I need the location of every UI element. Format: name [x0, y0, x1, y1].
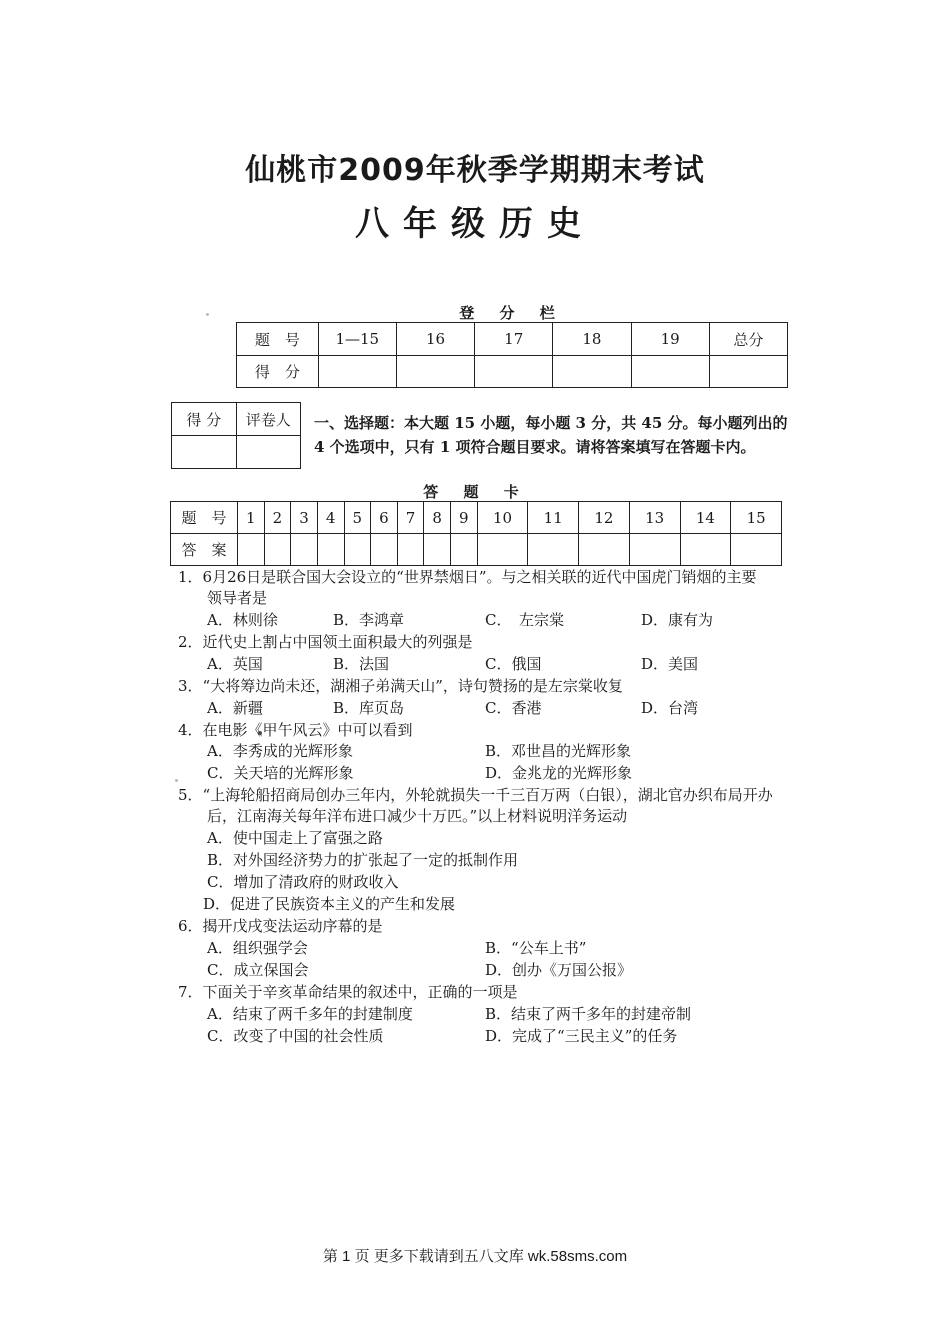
score-header-cell: 18: [553, 323, 631, 356]
q7-stem: 7．下面关于辛亥革命结果的叙述中，正确的一项是: [178, 983, 518, 1001]
answer-card: [170, 501, 782, 566]
q2-option-b[interactable]: B．法国: [333, 655, 390, 673]
q5-stem-line2: 后，江南海关每年洋布进口减少十万匹。”以上材料说明洋务运动: [207, 807, 628, 825]
answer-card-number: 2: [264, 502, 291, 534]
q3-stem: 3．“大将筹边尚未还，湖湘子弟满天山”，诗句赞扬的是左宗棠收复: [178, 677, 623, 695]
q5-option-d[interactable]: D．促进了民族资本主义的产生和发展: [203, 895, 456, 913]
answer-blank[interactable]: [264, 534, 291, 566]
answer-card-number: 7: [397, 502, 424, 534]
score-row-label: 得 分: [237, 356, 319, 388]
page-footer: 第 1 页 更多下载请到五八文库 wk.58sms.com: [322, 1248, 628, 1265]
q1-option-a[interactable]: A．林则徐: [207, 611, 278, 629]
q3-option-b[interactable]: B．库页岛: [333, 699, 405, 717]
q4-option-a[interactable]: A．李秀成的光辉形象: [207, 742, 353, 760]
answer-card-answer-label: 答 案: [171, 534, 238, 566]
q6-option-c[interactable]: C．成立保国会: [207, 961, 309, 979]
answer-card-number: 4: [317, 502, 344, 534]
q4-option-c[interactable]: C．关天培的光辉形象: [207, 764, 354, 782]
score-header-label: 题 号: [237, 323, 319, 356]
q1-option-d[interactable]: D．康有为: [641, 611, 714, 629]
q2-option-c[interactable]: C．俄国: [485, 655, 542, 673]
answer-card-number: 11: [528, 502, 579, 534]
q7-option-b[interactable]: B．结束了两千多年的封建帝制: [485, 1005, 692, 1023]
answer-blank[interactable]: [238, 534, 265, 566]
answer-blank[interactable]: [371, 534, 398, 566]
q2-option-d[interactable]: D．美国: [641, 655, 699, 673]
answer-card-number: 8: [424, 502, 451, 534]
q6-option-d[interactable]: D．创办《万国公报》: [485, 961, 633, 979]
section1-instruction: 一、选择题：本大题 15 小题，每小题 3 分，共 45 分。每小题列出的 4 个选项中，只有 1 项符合题目要求。请将答案填写在答题卡内。: [314, 414, 788, 456]
score-blank-cell[interactable]: [709, 356, 787, 388]
grader-box: [171, 402, 301, 469]
q5-stem-line1: 5．“上海轮船招商局创办三年内，外轮就损失一千三百万两（白银），湖北官办织布局开办: [178, 786, 773, 804]
q1-stem-line1: 1．6月26日是联合国大会设立的“世界禁烟日”。与之相关联的近代中国虎门销烟的主要: [178, 568, 757, 586]
answer-blank[interactable]: [731, 534, 782, 566]
answer-card-number: 1: [238, 502, 265, 534]
answer-blank[interactable]: [344, 534, 371, 566]
score-blank-cell[interactable]: [475, 356, 553, 388]
q5-option-b[interactable]: B．对外国经济势力的扩张起了一定的抵制作用: [207, 851, 519, 869]
answer-card-number: 14: [680, 502, 731, 534]
answer-card-caption: 答 题 卡: [423, 483, 529, 501]
answer-card-number: 12: [579, 502, 630, 534]
q2-option-a[interactable]: A．英国: [207, 655, 263, 673]
grader-score-label: 得 分: [172, 403, 237, 436]
score-blank-cell[interactable]: [553, 356, 631, 388]
answer-blank[interactable]: [629, 534, 680, 566]
answer-card-number: 5: [344, 502, 371, 534]
grader-name-blank[interactable]: [236, 436, 301, 469]
answer-card-number-label: 题 号: [171, 502, 238, 534]
score-header-cell: 17: [475, 323, 553, 356]
answer-blank[interactable]: [291, 534, 318, 566]
q7-option-a[interactable]: A．结束了两千多年的封建制度: [207, 1005, 413, 1023]
score-blank-cell[interactable]: [318, 356, 396, 388]
answer-blank[interactable]: [424, 534, 451, 566]
scan-speck: [175, 779, 178, 782]
grader-name-label: 评卷人: [236, 403, 301, 436]
q6-option-a[interactable]: A．组织强学会: [207, 939, 308, 957]
answer-card-number: 13: [629, 502, 680, 534]
score-header-cell: 1—15: [318, 323, 396, 356]
q3-option-c[interactable]: C．香港: [485, 699, 542, 717]
score-table-caption: 登 分 栏: [459, 304, 565, 322]
answer-blank[interactable]: [477, 534, 528, 566]
score-blank-cell[interactable]: [396, 356, 474, 388]
q4-stem: 4．在电影《甲午风云》中可以看到: [178, 721, 413, 739]
q2-stem: 2．近代史上割占中国领土面积最大的列强是: [178, 633, 473, 651]
exam-subtitle: 八年级历史: [355, 204, 595, 244]
answer-blank[interactable]: [451, 534, 478, 566]
exam-title: 仙桃市2009年秋季学期期末考试: [245, 153, 705, 188]
q4-option-b[interactable]: B．邓世昌的光辉形象: [485, 742, 632, 760]
grader-score-blank[interactable]: [172, 436, 237, 469]
q7-option-d[interactable]: D．完成了“三民主义”的任务: [485, 1027, 678, 1045]
answer-card-number: 9: [451, 502, 478, 534]
q5-option-c[interactable]: C．增加了清政府的财政收入: [207, 873, 399, 891]
answer-card-number: 3: [291, 502, 318, 534]
answer-blank[interactable]: [680, 534, 731, 566]
answer-blank[interactable]: [579, 534, 630, 566]
answer-card-number: 15: [731, 502, 782, 534]
q3-option-d[interactable]: D．台湾: [641, 699, 699, 717]
q6-stem: 6．揭开戊戌变法运动序幕的是: [178, 917, 383, 935]
q3-option-a[interactable]: A．新疆: [207, 699, 263, 717]
answer-card-number: 10: [477, 502, 528, 534]
q1-option-b[interactable]: B．李鸿章: [333, 611, 405, 629]
answer-blank[interactable]: [397, 534, 424, 566]
score-header-cell: 19: [631, 323, 709, 356]
score-blank-cell[interactable]: [631, 356, 709, 388]
score-header-cell: 16: [396, 323, 474, 356]
answer-card-number: 6: [371, 502, 398, 534]
q1-stem-line2: 领导者是: [207, 589, 268, 607]
q5-option-a[interactable]: A．使中国走上了富强之路: [207, 829, 383, 847]
score-table: [236, 322, 788, 388]
q4-option-d[interactable]: D．金兆龙的光辉形象: [485, 764, 633, 782]
scan-speck: [206, 313, 209, 316]
score-header-cell: 总分: [709, 323, 787, 356]
q6-option-b[interactable]: B．“公车上书”: [485, 939, 587, 957]
answer-blank[interactable]: [528, 534, 579, 566]
answer-blank[interactable]: [317, 534, 344, 566]
q1-option-c[interactable]: C． 左宗棠: [485, 611, 564, 629]
q7-option-c[interactable]: C．改变了中国的社会性质: [207, 1027, 384, 1045]
